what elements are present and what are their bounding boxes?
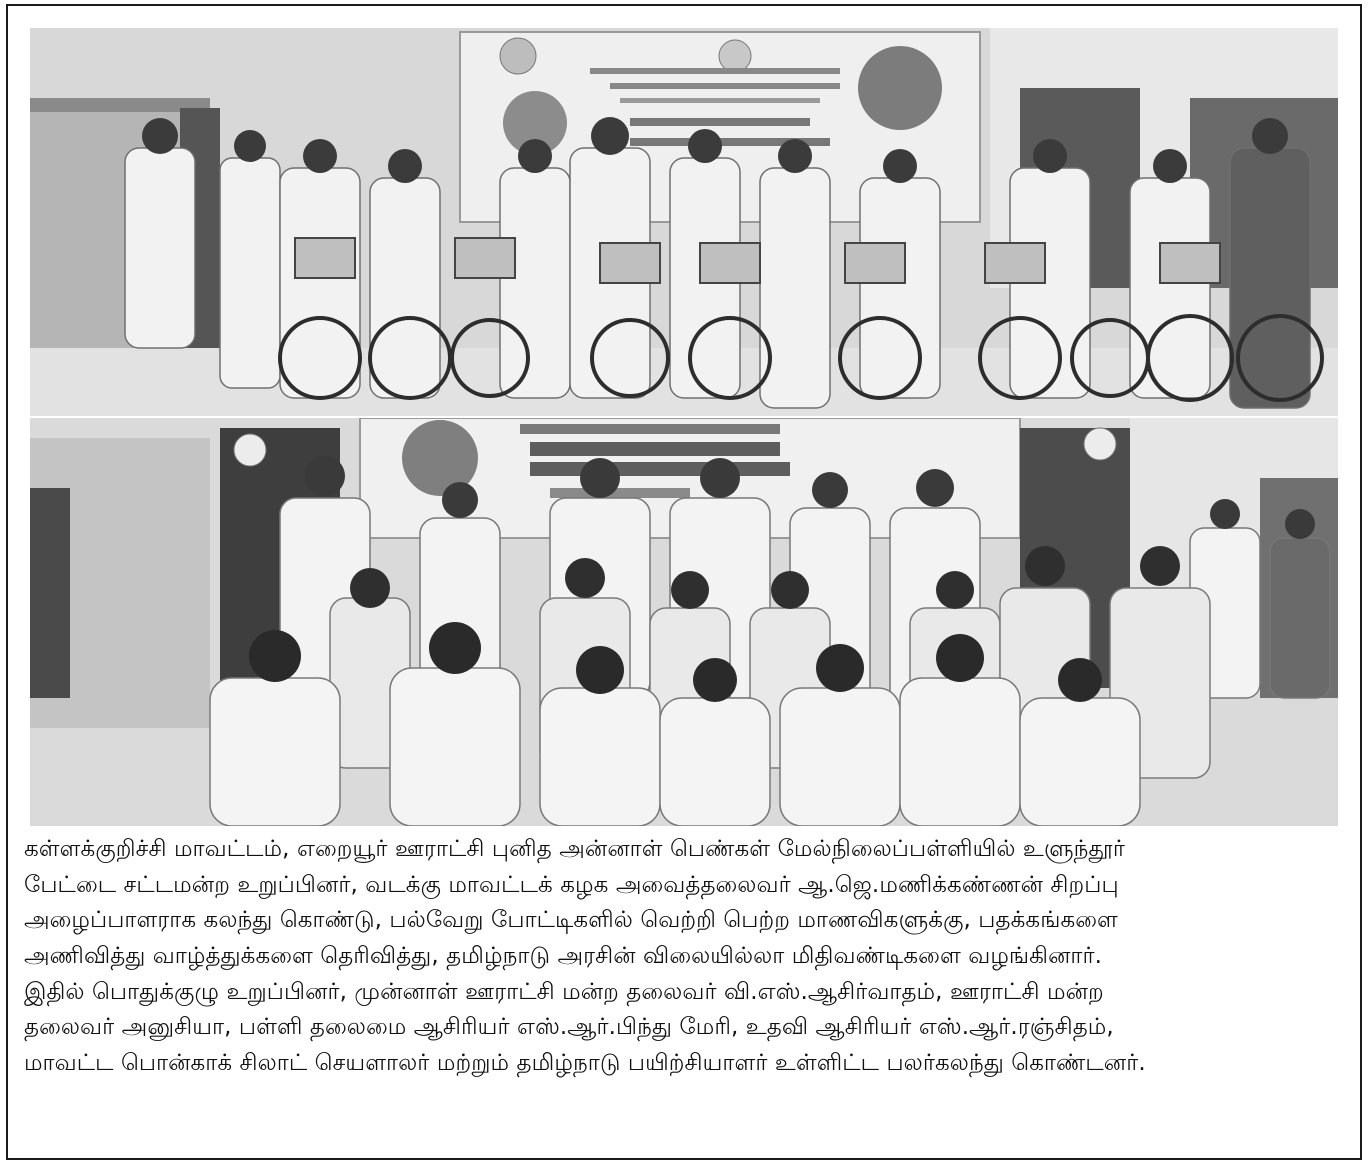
caption-line — [24, 1082, 1348, 1118]
photo-bicycle-scene — [30, 28, 1338, 416]
caption-line: அழைப்பாளராக கலந்து கொண்டு, பல்வேறு போட்டிகளில் வெற்றி பெற்ற மாணவிகளுக்கு, பதக்கங்களை — [24, 907, 1118, 934]
caption-line: அணிவித்து வாழ்த்துக்களை தெரிவித்து, தமிழ்நாடு அரசின் விலையில்லா மிதிவண்டிகளை வழங்கினார். — [24, 943, 1103, 970]
caption-line: கள்ளக்குறிச்சி மாவட்டம், எறையூர் ஊராட்சி புனித அன்னாள் பெண்கள் மேல்நிலைப்பள்ளியில் உளுந்தூர் — [24, 836, 1125, 862]
caption-line — [24, 1118, 1348, 1154]
newspaper-clipping — [6, 4, 1362, 1160]
photo-bicycle-distribution — [30, 28, 1338, 416]
caption-line: மாவட்ட பொன்காக் சிலாட் செயளாலர் மற்றும் தமிழ்நாடு பயிற்சியாளர் உள்ளிட்ட பலர்கலந்து கொண்டனர். — [24, 1050, 1146, 1077]
caption-line: பேட்டை சட்டமன்ற உறுப்பினர், வடக்கு மாவட்டக் கழக அவைத்தலைவர் ஆ.ஜெ.மணிக்கண்ணன் சிறப்பு — [24, 871, 1119, 898]
photo-medal-scene — [30, 418, 1338, 826]
caption-line: தலைவர் அனுசியா, பள்ளி தலைமை ஆசிரியர் எஸ்.ஆர்.பிந்து மேரி, உதவி ஆசிரியர் எஸ்.ஆர்.ரஞ்சிதம், — [24, 1014, 1114, 1041]
photo-medal-ceremony — [30, 418, 1338, 826]
news-caption — [24, 832, 1348, 1154]
caption-line: இதில் பொதுக்குழு உறுப்பினர், முன்னாள் ஊராட்சி மன்ற தலைவர் வி.எஸ்.ஆசிர்வாதம், ஊராட்சி மன்ற — [24, 978, 1104, 1005]
